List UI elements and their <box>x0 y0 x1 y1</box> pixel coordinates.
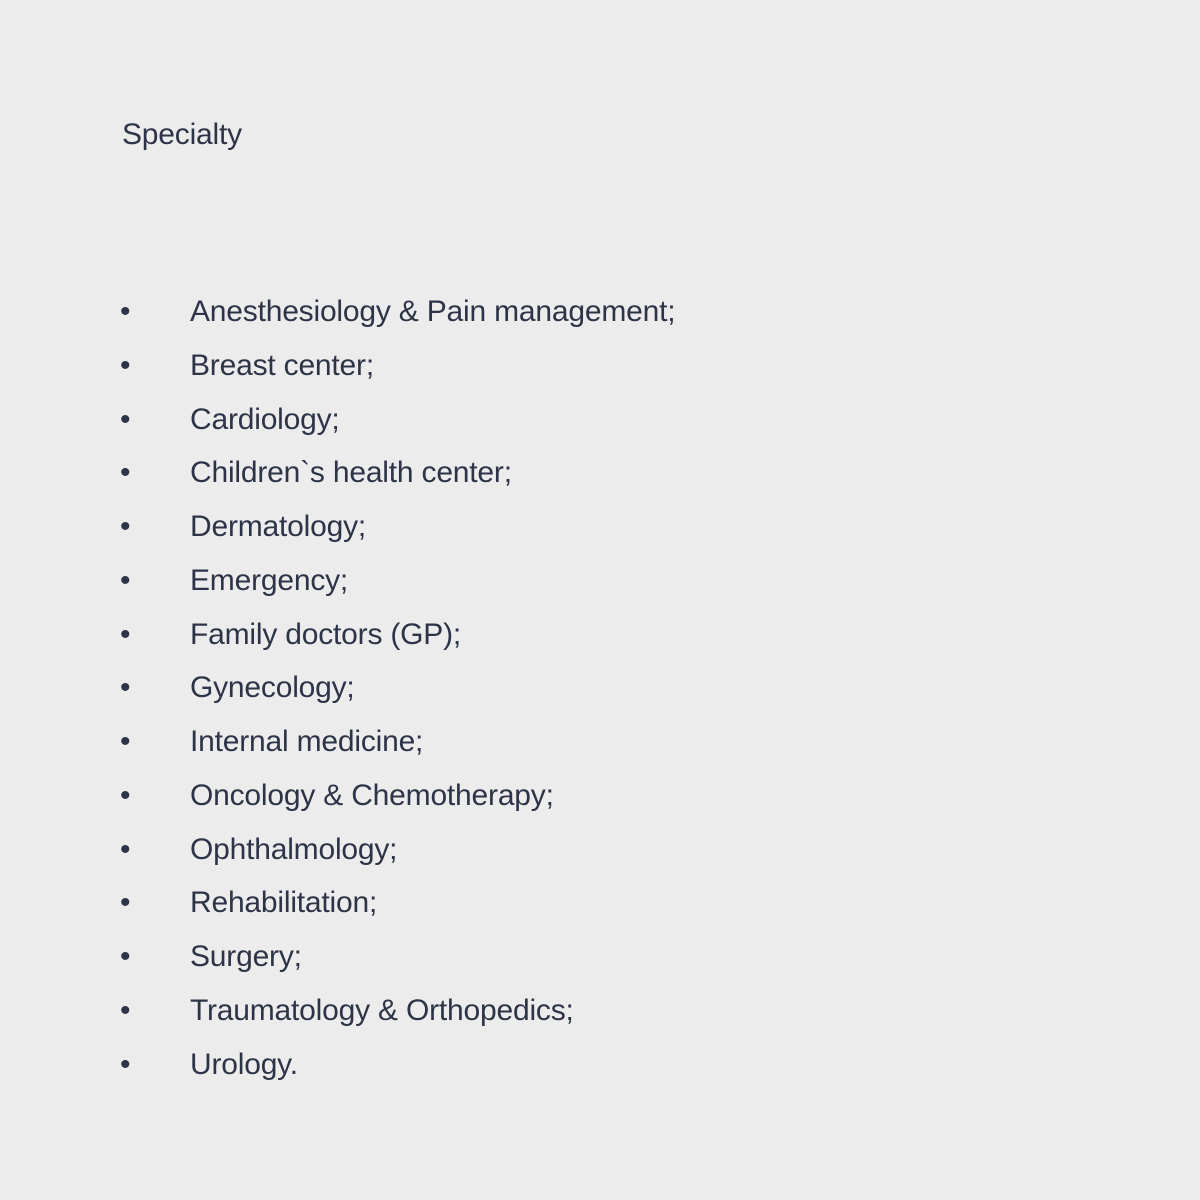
list-item <box>0 616 1000 670</box>
list-item <box>0 777 1000 831</box>
list-item <box>0 293 1000 347</box>
list-item <box>0 884 1000 938</box>
list-item <box>0 831 1000 885</box>
list-item-label: Emergency; <box>190 563 349 597</box>
list-item <box>0 562 1000 616</box>
bullet-icon: • <box>120 778 131 812</box>
bullet-icon: • <box>120 1047 131 1081</box>
list-item-label: Internal medicine; <box>190 725 424 758</box>
list-item-label: Oncology & Chemotherapy; <box>190 778 554 812</box>
list-item-label: Anesthesiology & Pain management; <box>190 295 676 328</box>
list-item-label: Dermatology; <box>190 510 367 543</box>
bullet-icon: • <box>120 617 131 651</box>
list-item-label: Family doctors (GP); <box>190 617 462 651</box>
list-item-label: Urology. <box>190 1047 298 1081</box>
list-item <box>0 992 1000 1046</box>
list-item-label: Breast center; <box>190 348 374 382</box>
bullet-icon: • <box>120 402 131 436</box>
list-item <box>0 669 1000 723</box>
bullet-icon: • <box>120 456 131 490</box>
list-item-label: Children`s health center; <box>190 456 512 490</box>
list-item-label: Ophthalmology; <box>190 832 398 866</box>
bullet-icon: • <box>120 348 131 382</box>
bullet-icon: • <box>120 510 131 543</box>
bullet-icon: • <box>120 295 131 328</box>
list-item <box>0 508 1000 562</box>
bullet-icon: • <box>120 671 131 705</box>
list-item-label: Surgery; <box>190 940 302 973</box>
list-item-label: Gynecology; <box>190 671 355 705</box>
bullet-icon: • <box>120 886 131 920</box>
bullet-icon: • <box>120 993 131 1027</box>
bullet-icon: • <box>120 832 131 866</box>
list-item <box>0 401 1000 455</box>
bullet-icon: • <box>120 940 131 973</box>
page-title: Specialty <box>122 118 242 151</box>
list-item-label: Traumatology & Orthopedics; <box>190 993 574 1027</box>
list-item-label: Cardiology; <box>190 402 340 436</box>
bullet-icon: • <box>120 725 131 758</box>
bullet-icon: • <box>120 563 131 597</box>
list-item <box>0 454 1000 508</box>
list-item-label: Rehabilitation; <box>190 886 378 920</box>
list-item <box>0 723 1000 777</box>
list-item <box>0 1046 1000 1100</box>
specialty-list <box>0 293 1000 1099</box>
list-item <box>0 347 1000 401</box>
list-item <box>0 938 1000 992</box>
